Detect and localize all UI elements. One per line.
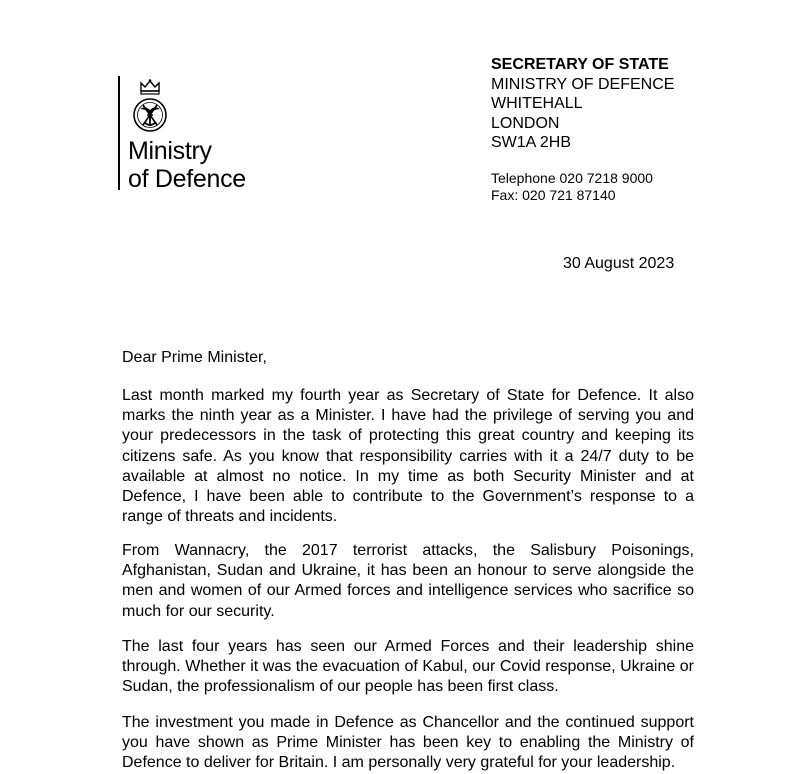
paragraph-2: From Wannacry, the 2017 terrorist attacks, the Salisbury Poisonings, Afghanistan, Sudan and Ukraine, it has been an honour to serve alongside the men and women of our Armed forces and intelligence services who sacrifice so much for our security. bbox=[122, 542, 694, 620]
address-postcode: SW1A 2HB bbox=[491, 134, 572, 151]
address-line-1: MINISTRY OF DEFENCE bbox=[491, 75, 675, 93]
paragraph-3: The last four years has seen our Armed Forces and their leadership shine through. Whether it was the evacuation of Kabul, our Covid response, Ukraine or Sudan, the professionalism of our people has been first class. bbox=[122, 638, 694, 696]
logo-text-line1: Ministry bbox=[128, 137, 212, 165]
address-line-2: WHITEHALL bbox=[491, 95, 583, 112]
sender-address bbox=[491, 55, 674, 153]
paragraph-4: The investment you made in Defence as Chancellor and the continued support you have shown as Prime Minister has been key to enabling the Ministry of Defence to deliver for Britain. I am personally very grateful for your leadership. bbox=[122, 714, 694, 772]
fax-line: Fax: 020 721 87140 bbox=[491, 187, 616, 203]
logo-divider-line bbox=[118, 76, 120, 190]
telephone-line: Telephone 020 7218 9000 bbox=[491, 170, 653, 186]
paragraph-1: Last month marked my fourth year as Secretary of State for Defence. It also marks the ninth year as a Minister. I have had the privilege of serving you and your predecessors in the task of protecting this great country and keeping its citizens safe. As you know that responsibility carries with it a 24/7 duty to be available at almost no notice. In my time as both Security Minister and at Defence, I have been able to contribute to the Government’s response to a range of threats and incidents. bbox=[122, 387, 694, 526]
logo-text-line2: of Defence bbox=[128, 165, 246, 193]
mod-logo bbox=[118, 76, 278, 196]
contact-details bbox=[491, 170, 653, 204]
letter-date: 30 August 2023 bbox=[563, 255, 675, 272]
logo-wordmark bbox=[128, 137, 246, 193]
mod-crest-icon bbox=[128, 78, 172, 134]
salutation: Dear Prime Minister, bbox=[122, 349, 267, 366]
address-title: SECRETARY OF STATE bbox=[491, 56, 669, 73]
address-line-3: LONDON bbox=[491, 114, 560, 132]
